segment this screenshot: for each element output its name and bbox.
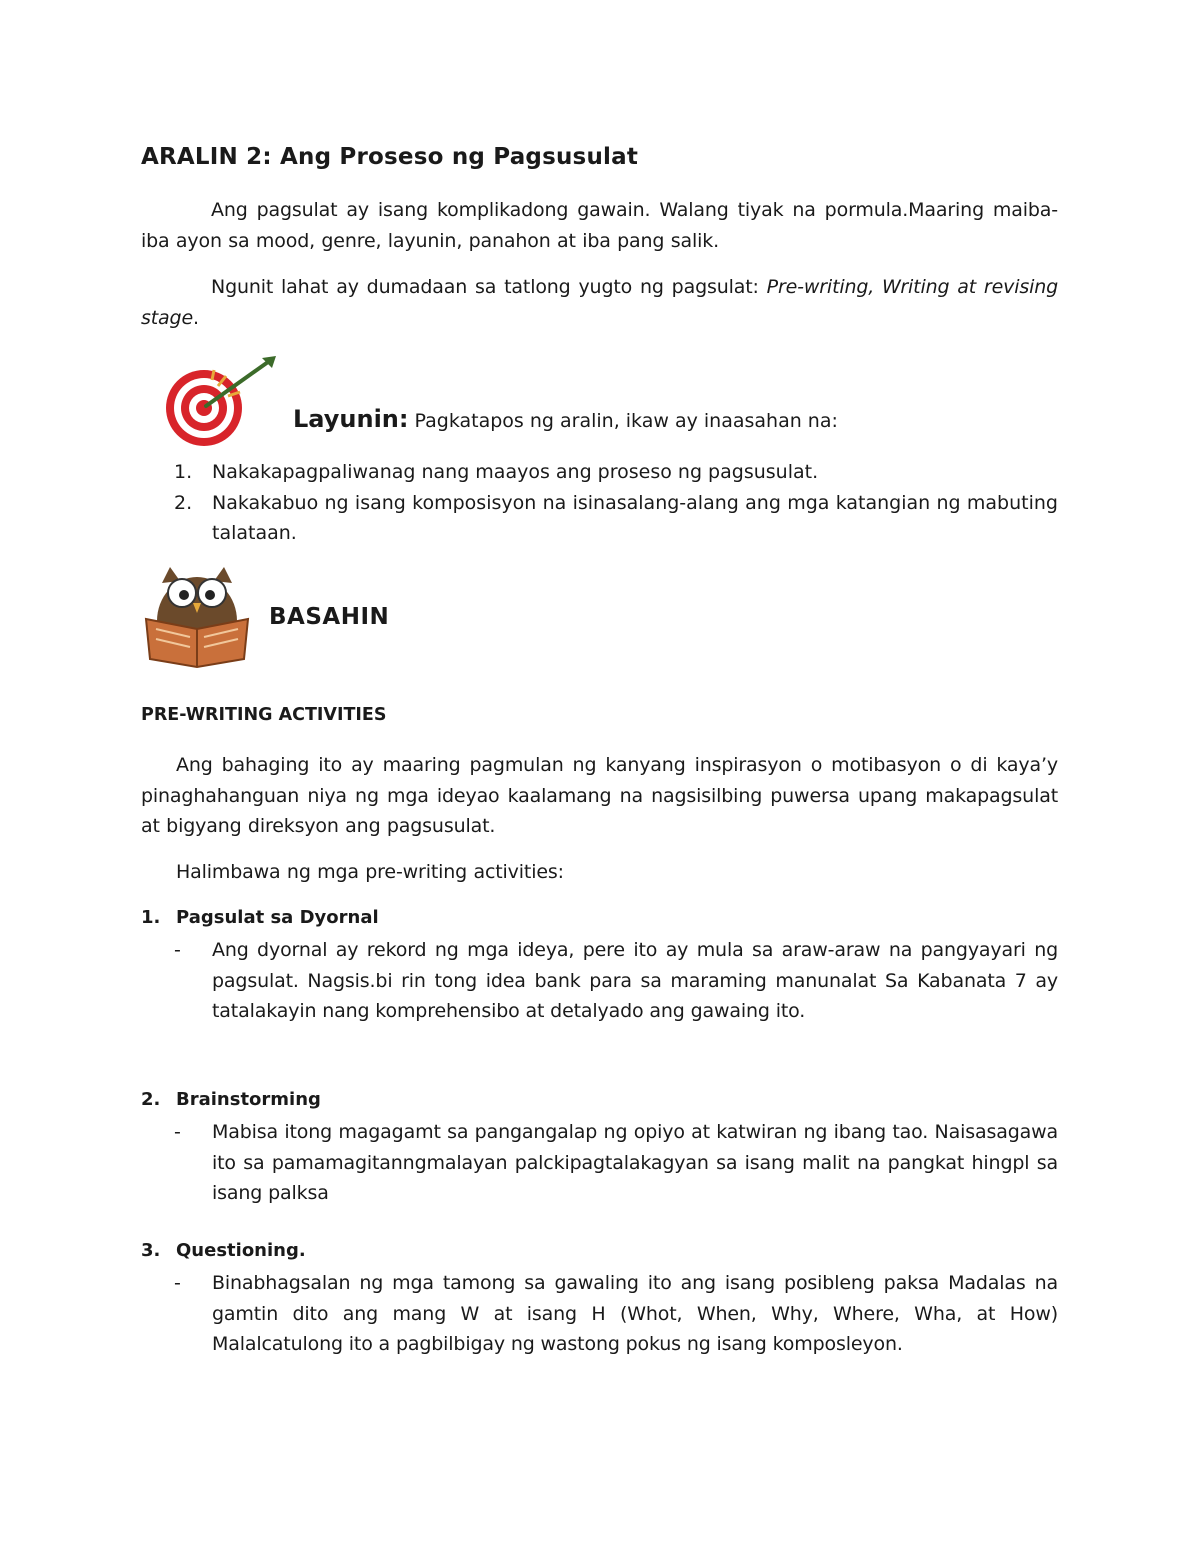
dash-bullet: - (174, 1272, 181, 1294)
dash-bullet: - (174, 1121, 181, 1143)
activity-number: 1. (141, 907, 161, 928)
activity-heading (141, 1087, 1058, 1113)
activity-description (141, 1268, 1058, 1360)
activity-name: Pagsulat sa Dyornal (176, 907, 379, 928)
activity-text: Mabisa itong magagamt sa pangangalap ng opiyo at katwiran ng ibang tao. Naisasagawa ito sa pamamagitanngmalayan palckipagtalakagyan sa isang malit na pangkat hingpl sa isang palksa (212, 1121, 1058, 1204)
activity-number: 3. (141, 1240, 161, 1261)
stages-end: . (193, 306, 199, 329)
activity-name: Questioning. (176, 1240, 306, 1261)
objective-number: 2. (174, 491, 193, 514)
activity-text: Ang dyornal ay rekord ng mga ideya, pere ito ay mula sa araw-araw na pangyayari ng pagsulat. Nagsis.bi rin tong idea bank para sa maraming manunalat Sa Kabanata 7 ay tatalakayin nang komprehensibo at detalyado ang gawaing ito. (212, 939, 1058, 1022)
target-icon (160, 352, 280, 452)
activity-name: Brainstorming (176, 1089, 321, 1110)
objective-text: Nakakapagpaliwanag nang maayos ang proseso ng pagsusulat. (212, 461, 819, 483)
prewriting-paragraph: Ang bahaging ito ay maaring pagmulan ng kanyang inspirasyon o motibasyon o di kaya’y pinaghahanguan niya ng mga ideyao kaalamang na nagsisilbing puwersa upang makapagsulat at bigyang direksyon ang pagsusulat. (141, 754, 1058, 837)
prewriting-heading: PRE-WRITING ACTIVITIES (141, 705, 387, 725)
objective-text: Nakakabuo ng isang komposisyon na isinasalang-alang ang mga katangian ng mabuting talataan. (212, 491, 1058, 544)
objective-number: 1. (174, 461, 193, 483)
reading-label: BASAHIN (269, 604, 390, 630)
intro-paragraph: Ang pagsulat ay isang komplikadong gawain. Walang tiyak na pormula.Maaring maiba-iba ayon sa mood, genre, layunin, panahon at iba pang salik. (141, 199, 1058, 252)
activity-item (141, 1238, 1058, 1360)
objectives-list (141, 457, 1058, 549)
activity-number: 2. (141, 1089, 161, 1110)
activity-heading (141, 1238, 1058, 1264)
examples-intro: Halimbawa ng mga pre-writing activities: (176, 861, 564, 883)
objective-item (141, 457, 1058, 488)
owl-reading-icon (140, 563, 254, 669)
objective-item (141, 488, 1058, 549)
stages-italic: Pre-writing, Writing at revising stage (141, 276, 1059, 329)
objectives-label: Layunin: (293, 405, 409, 433)
activity-heading (141, 905, 1058, 931)
activity-description (141, 935, 1058, 1027)
objectives-intro: Pagkatapos ng aralin, ikaw ay inaasahan na: (408, 410, 838, 432)
stages-paragraph (141, 272, 1058, 333)
activity-item (141, 1087, 1058, 1209)
activity-item (141, 905, 1058, 1027)
activity-text: Binabhagsalan ng mga tamong sa gawaling ito ang isang posibleng paksa Madalas na gamtin dito ang mang W at isang H (Whot, When, Why, Where, Wha, at How) Malalcatulong ito a pagbilbigay ng wastong pokus ng isang komposleyon. (212, 1272, 1058, 1355)
stages-lead: Ngunit lahat ay dumadaan sa tatlong yugto ng pagsulat: (211, 276, 767, 298)
lesson-title: ARALIN 2: Ang Proseso ng Pagsusulat (141, 144, 639, 170)
dash-bullet: - (174, 939, 181, 961)
activity-description (141, 1117, 1058, 1209)
objectives-header (293, 405, 1058, 433)
